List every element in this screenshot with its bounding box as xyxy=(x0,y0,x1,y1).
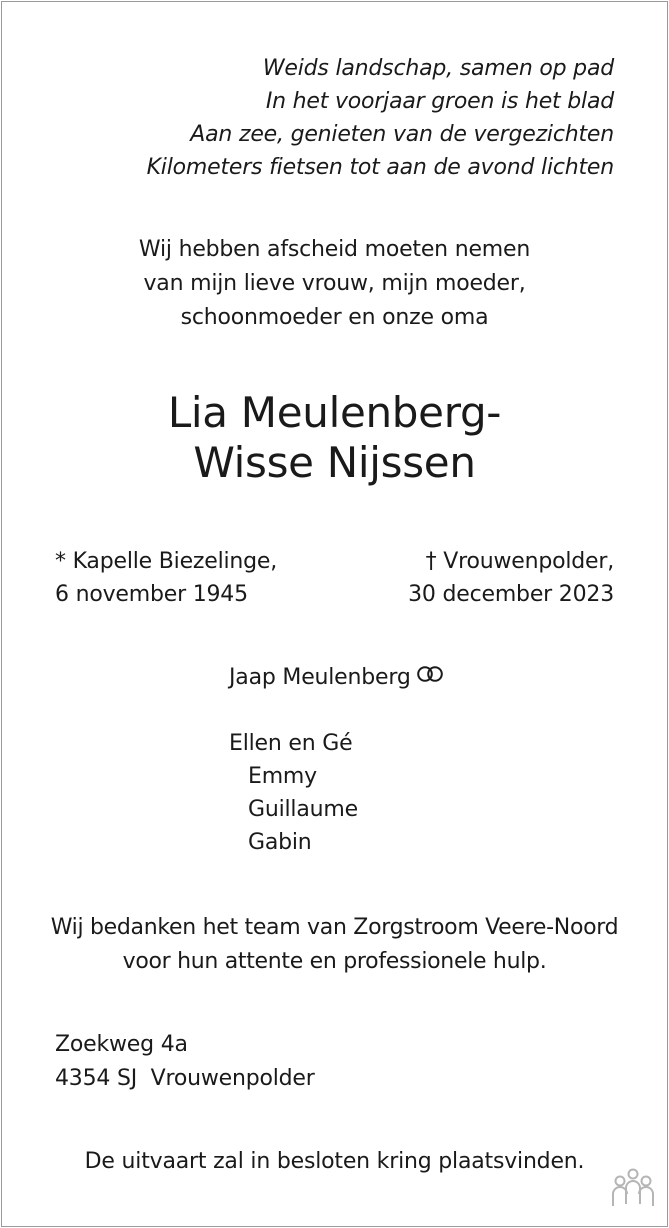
birth-info xyxy=(55,545,277,611)
family-list xyxy=(229,661,445,859)
birth-date: 6 november 1945 xyxy=(55,582,248,607)
poem-line: Kilometers fietsen tot aan de avond lichten xyxy=(146,155,614,180)
spouse-row xyxy=(229,661,445,694)
deceased-name xyxy=(0,388,669,488)
thanks-text xyxy=(0,911,669,979)
wedding-rings-icon xyxy=(415,660,445,693)
funeral-notice xyxy=(0,1145,669,1179)
grandchild-name: Gabin xyxy=(248,830,312,855)
grandchild-name: Guillaume xyxy=(248,797,358,822)
intro-line: Wij hebben afscheid moeten nemen xyxy=(138,237,531,262)
poem xyxy=(147,52,614,184)
death-info xyxy=(408,545,614,611)
thanks-line: Wij bedanken het team van Zorgstroom Veere-Noord xyxy=(50,915,619,940)
death-place: † Vrouwenpolder, xyxy=(425,549,614,574)
correspondence-address xyxy=(55,1028,315,1096)
funeral-text: De uitvaart zal in besloten kring plaatsvinden. xyxy=(84,1149,585,1174)
thanks-line: voor hun attente en professionele hulp. xyxy=(122,949,547,974)
grandchild-name: Emmy xyxy=(248,764,317,789)
spouse-name: Jaap Meulenberg xyxy=(229,665,411,690)
poem-line: Weids landschap, samen op pad xyxy=(262,56,614,81)
people-group-logo-icon xyxy=(609,1168,657,1212)
deceased-name-line-1: Lia Meulenberg- xyxy=(167,388,502,437)
birth-place: * Kapelle Biezelinge, xyxy=(55,549,278,574)
intro-text xyxy=(0,233,669,335)
intro-line: van mijn lieve vrouw, mijn moeder, xyxy=(143,271,526,296)
intro-line: schoonmoeder en onze oma xyxy=(180,305,489,330)
child-name: Ellen en Gé xyxy=(229,731,353,756)
address-street: Zoekweg 4a xyxy=(55,1032,188,1057)
death-date: 30 december 2023 xyxy=(408,582,614,607)
deceased-name-line-2: Wisse Nijssen xyxy=(193,438,476,487)
address-city: 4354 SJ Vrouwenpolder xyxy=(55,1066,315,1091)
poem-line: In het voorjaar groen is het blad xyxy=(265,89,614,114)
poem-line: Aan zee, genieten van de vergezichten xyxy=(190,122,614,147)
